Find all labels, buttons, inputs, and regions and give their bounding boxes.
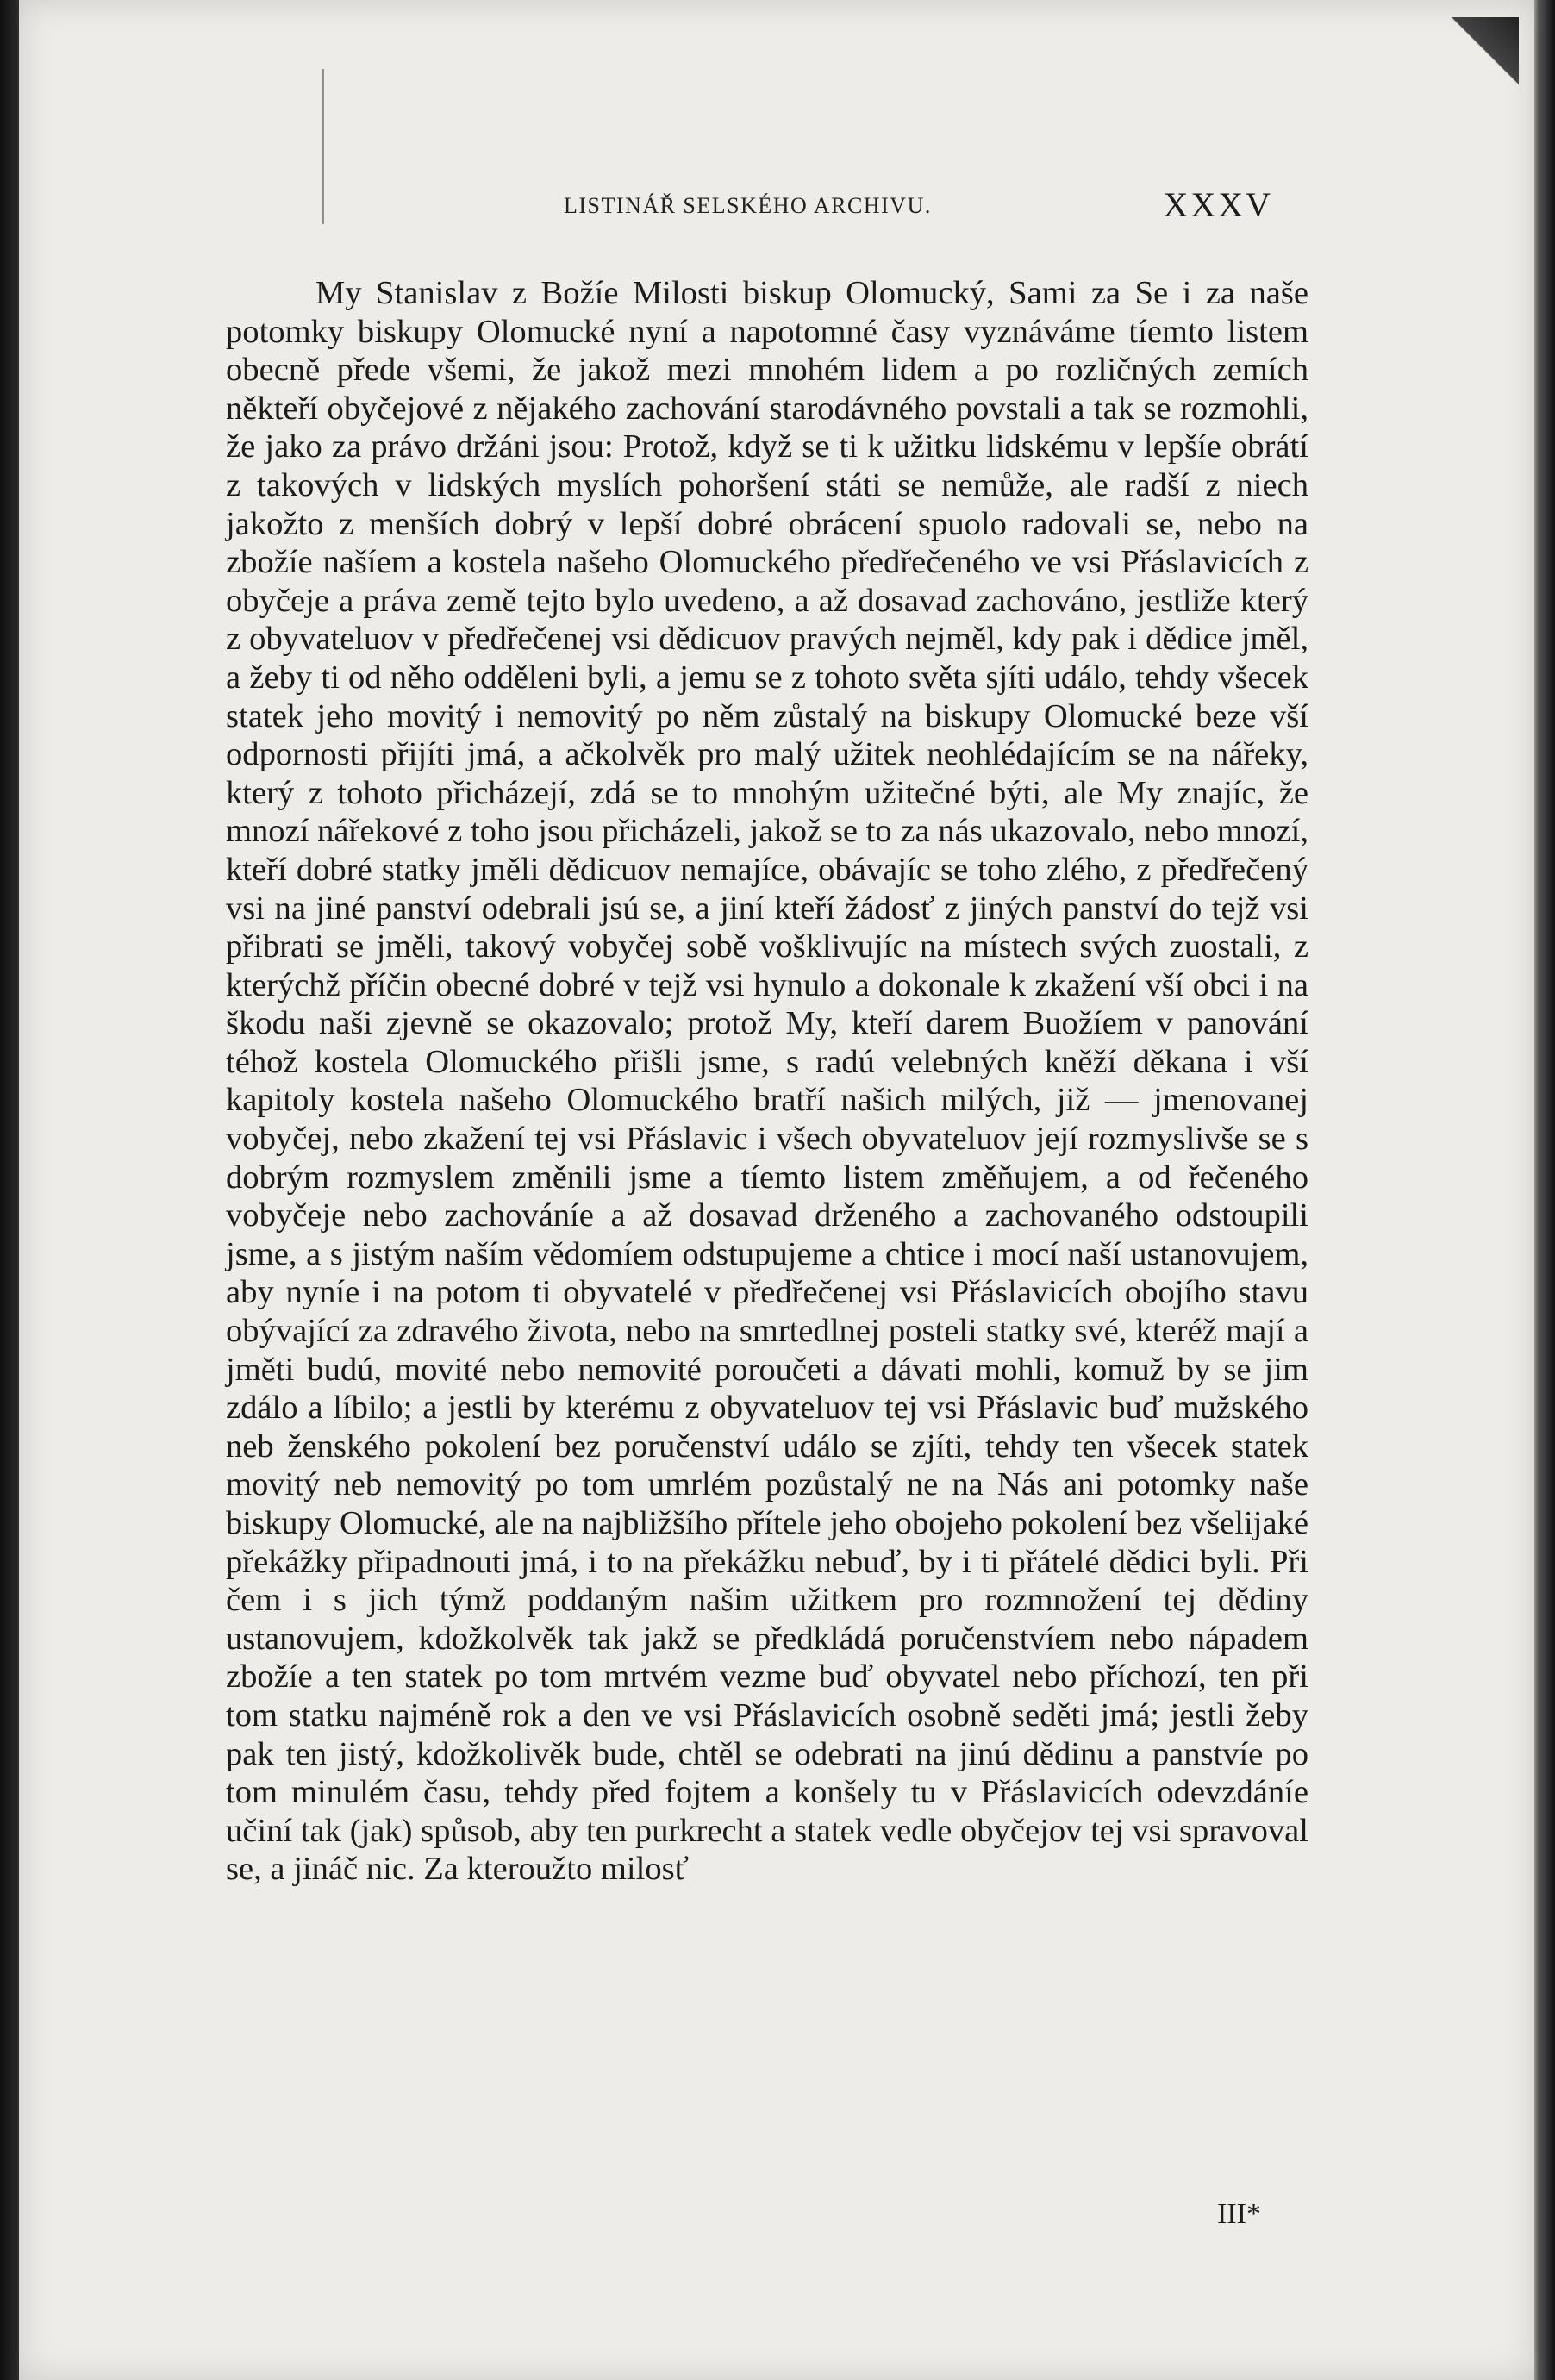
page-number: XXXV (1163, 185, 1273, 224)
folded-corner (1424, 17, 1519, 112)
paper-sheet (19, 0, 1536, 2380)
running-head: LISTINÁŘ SELSKÉHO ARCHIVU. (564, 193, 932, 218)
edge-shadow (1534, 0, 1555, 2380)
signature-mark: III* (1217, 2198, 1261, 2230)
page-header (209, 181, 1273, 224)
charter-text: My Stanislav z Božíe Milosti biskup Olomucký, Sami za Se i za naše potomky biskupy Olomucké nyní a napotomné časy vyznáváme tíemto listem obecně přede všemi, že jakož mezi mnohém lidem a po rozličných zemích někteří obyčejové z nějakého zachování starodávného povstali a tak se rozmohli, že jako za právo držáni jsou: Protož, když se ti k užitku lidskému v lepšíe obrátí z takových v lidských myslích pohoršení státi se nemůže, ale radší z niech jakožto z menších dobrý v lepší dobré obrácení spuolo radovali se, nebo na zbožíe našíem a kostela našeho Olomuckého předřečeného ve vsi Přáslavicích z obyčeje a práva země tejto bylo uvedeno, a až dosavad zachováno, jestliže který z obyvateluov v předřečenej vsi dědicuov pravých nejměl, kdy pak i dědice jměl, a žeby ti od něho odděleni byli, a jemu se z tohoto světa sjíti událo, tehdy všecek statek jeho movitý i nemovitý po něm zůstalý na biskupy Olomucké beze vší odpornosti přijíti jmá, a ačkolvěk pro malý užitek neohlédajícím se na nářeky, který z tohoto přicházejí, zdá se to mnohým užitečné býti, ale My znajíc, že mnozí nářekové z toho jsou přicházeli, jakož se to za nás ukazovalo, nebo mnozí, kteří dobré statky jměli dědicuov nemajíce, obávajíc se toho zlého, z předřečený vsi na jiné panství odebrali jsú se, a jiní kteří žádosť z jiných panství do tejž vsi přibrati se jměli, takový vobyčej sobě vošklivujíc na místech svých zuostali, z kterýchž příčin obecné dobré v tejž vsi hynulo a dokonale k zkažení vší obci i na škodu naši zjevně se okazovalo; protož My, kteří darem Buožíem v panování téhož kostela Olomuckého přišli jsme, s radú velebných kněží děkana i vší kapitoly kostela našeho Olomuckého bratří našich milých, již — jmenovanej vobyčej, nebo zkažení tej vsi Přáslavic i všech obyvateluov její rozmyslivše se s dobrým rozmyslem změnili jsme a tíemto listem změňujem, a od řečeného vobyčeje nebo zachováníe a až dosavad drženého a zachovaného odstoupili jsme, a s jistým naším vědomíem odstupujeme a chtice i mocí naší ustanovujem, aby nyníe i na potom ti obyvatelé v předřečenej vsi Přáslavicích obojího stavu obývající za zdravého života, nebo na smrtedlnej posteli statky své, kteréž mají a jměti budú, movité nebo nemovité poroučeti a dávati mohli, komuž by se jim zdálo a líbilo; a jestli by kterému z obyvateluov tej vsi Přáslavic buď mužského neb ženského pokolení bez poručenství událo se zjíti, tehdy ten všecek statek movitý neb nemovitý po tom umrlém pozůstalý ne na Nás ani potomky naše biskupy Olomucké, ale na najbližšího přítele jeho obojeho pokolení bez všelijaké překážky připadnouti jmá, i to na překážku nebuď, by i ti přátelé dědici byli. Při čem i s jich týmž poddaným našim užitkem pro rozmnožení tej dědiny ustanovujem, kdožkolvěk tak jakž se předkládá poručenstvíem nebo nápadem zbožíe a ten statek po tom mrtvém vezme buď obyvatel nebo příchozí, ten při tom statku najméně rok a den ve vsi Přáslavicích osobně seděti jmá; jestli žeby pak ten jistý, kdožkolivěk bude, chtěl se odebrati na jinú dědinu a panstvíe po tom minulém času, tehdy před fojtem a konšely tu v Přáslavicích odevzdáníe učiní tak (jak) spůsob, aby ten purkrecht a statek vedle obyčejov tej vsi spravoval se, a jináč nic. Za kteroužto milosť (226, 275, 1308, 1888)
